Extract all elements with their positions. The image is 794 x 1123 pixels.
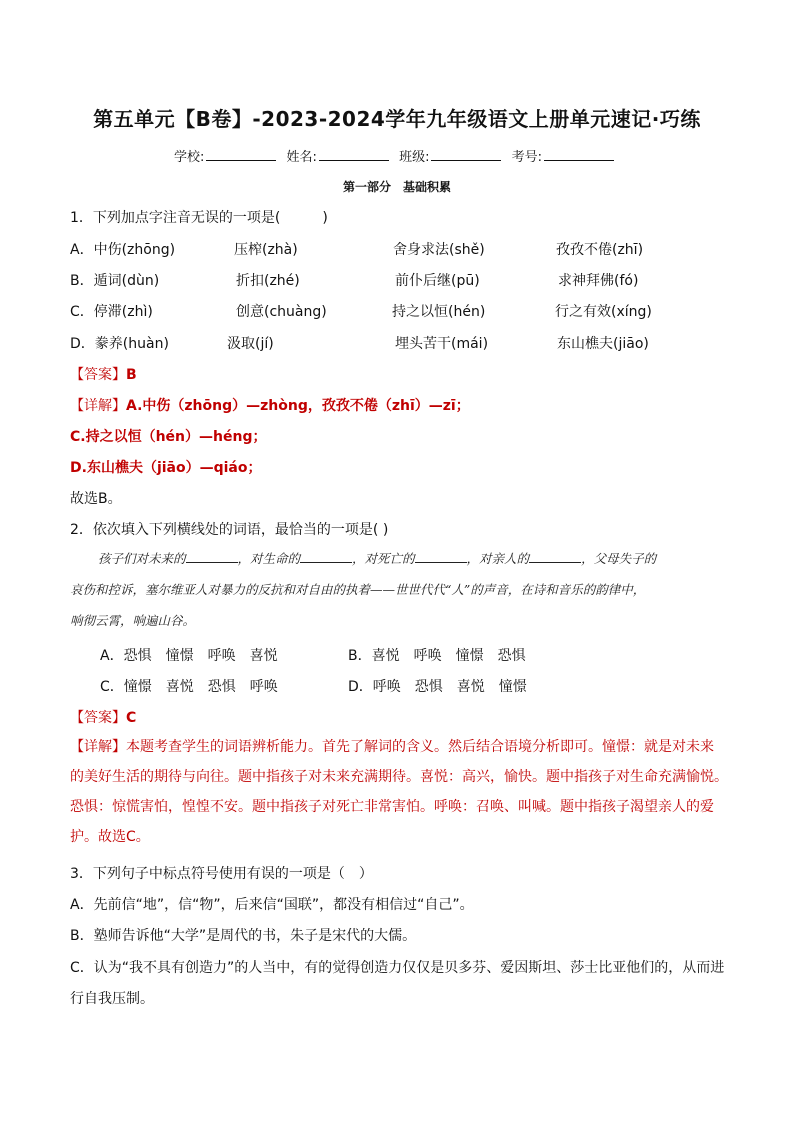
q2-blank-4[interactable] <box>529 551 581 563</box>
q2-passage-seg-4: ，对亲人的 <box>466 551 530 566</box>
student-info-row <box>0 146 794 165</box>
q2-detail-text-1: 本题考查学生的词语辨析能力。首先了解词的含义。然后结合语境分析即可。憧憬：就是对未来 <box>126 739 714 755</box>
name-label: 姓名: <box>286 150 317 165</box>
q2-detail <box>70 732 730 852</box>
q1-c-col4: 行之有效(xíng) <box>555 304 652 320</box>
q2-passage-line-1 <box>70 543 730 574</box>
q1-c-col2: 创意(chuàng) <box>236 304 327 320</box>
class-blank[interactable] <box>431 148 501 161</box>
q2-passage-seg-2: ，对生命的 <box>237 551 301 566</box>
q2-option-b: B．喜悦 呼唤 憧憬 恐惧 <box>348 648 526 664</box>
q2-passage-seg-5: ，父母失子的 <box>581 551 657 566</box>
exam-number-label: 考号: <box>511 150 542 165</box>
q1-conclusion: 故选B。 <box>70 491 122 507</box>
q1-d-col2: 汲取(jí) <box>227 336 274 352</box>
q1-detail-line-3: D.东山樵夫（jiāo）—qiáo； <box>70 460 262 476</box>
q1-b-col3: 前仆后继(pū) <box>395 273 480 289</box>
school-blank[interactable] <box>206 148 276 161</box>
q2-passage-seg-3: ，对死亡的 <box>352 551 415 566</box>
q2-option-a: A．恐惧 憧憬 呼唤 喜悦 <box>100 648 278 664</box>
q3-option-c-line-2: 行自我压制。 <box>70 991 154 1007</box>
q2-detail-tag: 【详解】 <box>70 739 126 755</box>
q2-detail-line-2: 的美好生活的期待与向往。题中指孩子对未来充满期待。喜悦：高兴，愉快。题中指孩子对生命充满愉悦。 <box>70 769 728 785</box>
q1-b-col4: 求神拜佛(fó) <box>558 273 639 289</box>
q2-answer-value: C <box>126 710 137 726</box>
q1-detail-tag: 【详解】 <box>70 398 126 414</box>
q2-passage-seg-1: 孩子们对未来的 <box>98 551 186 566</box>
section-title: 第一部分 基础积累 <box>342 180 451 194</box>
q1-d-col3: 埋头苦干(mái) <box>395 336 489 352</box>
q2-detail-line-4: 护。故选C。 <box>70 829 150 845</box>
exam-number-blank[interactable] <box>544 148 614 161</box>
q2-detail-line-3: 恐惧：惊慌害怕，惶惶不安。题中指孩子对死亡非常害怕。呼唤：召唤、叫喊。题中指孩子渴望亲人的爱 <box>70 799 714 815</box>
q1-answer <box>70 364 137 384</box>
q2-passage-line-2: 哀伤和控诉，塞尔维亚人对暴力的反抗和对自由的执着——世世代代“人”的声音，在诗和音乐的韵律中， <box>70 582 646 597</box>
q1-a-col4: 孜孜不倦(zhī) <box>556 242 644 258</box>
q3-option-c-line-1: C．认为“我不具有创造力”的人当中，有的觉得创造力仅仅是贝多芬、爱因斯坦、莎士比亚他们的，从而进 <box>70 960 725 976</box>
q1-d-col1: D．豢养(huàn) <box>70 336 169 352</box>
q2-blank-3[interactable] <box>415 551 467 563</box>
q1-c-col3: 持之以恒(hén) <box>392 304 486 320</box>
q1-detail-line-1 <box>70 395 470 415</box>
q3-stem: 3．下列句子中标点符号使用有误的一项是（ ） <box>70 866 373 882</box>
q2-stem: 2．依次填入下列横线处的词语，最恰当的一项是( ) <box>70 522 389 538</box>
q1-a-col2: 压榨(zhà) <box>234 242 298 258</box>
q1-answer-tag: 【答案】 <box>70 367 126 383</box>
class-label: 班级: <box>399 150 430 165</box>
q1-a-col3: 舍身求法(shě) <box>393 242 485 258</box>
name-blank[interactable] <box>319 148 389 161</box>
q3-option-b: B．塾师告诉他“大学”是周代的书，朱子是宋代的大儒。 <box>70 928 417 944</box>
q1-b-col1: B．遁词(dùn) <box>70 273 160 289</box>
q1-d-col4: 东山樵夫(jiāo) <box>557 336 649 352</box>
q1-detail-line-2: C.持之以恒（hén）—héng； <box>70 429 267 445</box>
q1-b-col2: 折扣(zhé) <box>236 273 300 289</box>
q2-passage <box>70 543 730 636</box>
q2-blank-1[interactable] <box>186 551 238 563</box>
q1-a-col1: A．中伤(zhōng) <box>70 242 176 258</box>
q2-passage-line-3: 响彻云霄，响遍山谷。 <box>70 613 196 628</box>
q2-option-c: C．憧憬 喜悦 恐惧 呼唤 <box>100 679 278 695</box>
q2-answer <box>70 707 136 727</box>
q1-stem: 1．下列加点字注音无误的一项是( ) <box>70 210 328 226</box>
q1-answer-value: B <box>126 367 137 383</box>
page-title: 第五单元【B卷】-2023-2024学年九年级语文上册单元速记·巧练 <box>93 107 701 131</box>
q1-c-col1: C．停滞(zhì) <box>70 304 153 320</box>
q2-blank-2[interactable] <box>300 551 352 563</box>
q2-answer-tag: 【答案】 <box>70 710 126 726</box>
q3-option-a: A．先前信“地”，信“物”，后来信“国联”，都没有相信过“自己”。 <box>70 897 474 913</box>
q1-detail-text-1: A.中伤（zhōng）—zhòng，孜孜不倦（zhī）—zī； <box>126 398 470 414</box>
q2-option-d: D．呼唤 恐惧 喜悦 憧憬 <box>348 679 527 695</box>
school-label: 学校: <box>174 150 205 165</box>
q2-detail-line-1 <box>70 732 730 762</box>
